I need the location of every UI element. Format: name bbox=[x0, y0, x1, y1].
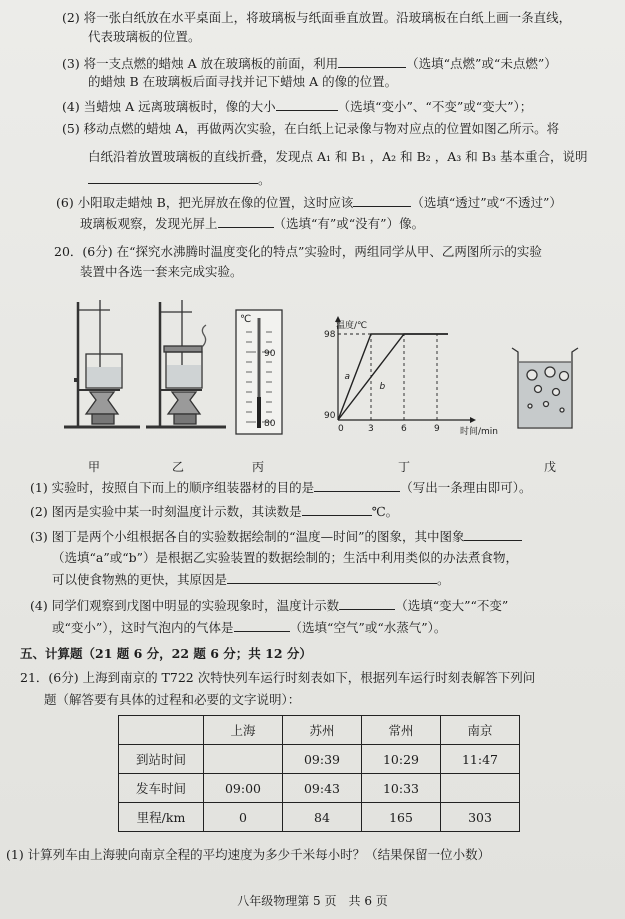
thermometer-bing bbox=[236, 310, 282, 434]
thermo-unit: ℃ bbox=[240, 314, 252, 325]
table-cell bbox=[204, 745, 283, 774]
answer-blank-6b[interactable] bbox=[218, 215, 274, 228]
q19-6-text: (6) 小阳取走蜡烛 B，把光屏放在像的位置，这时应该 bbox=[56, 195, 354, 210]
x-tick-label: 6 bbox=[401, 424, 407, 434]
table-header-cell: 南京 bbox=[441, 716, 520, 745]
q21-stem-2: 题（解答要有具体的过程和必要的文字说明）： bbox=[44, 692, 301, 707]
caption-ding: 丁 bbox=[398, 460, 411, 474]
table-cell: 165 bbox=[362, 803, 441, 832]
q19-6b-text: 玻璃板观察，发现光屏上 bbox=[80, 216, 218, 231]
page-footer: 八年级物理第 5 页 共 6 页 bbox=[237, 894, 388, 908]
q19-line-3 bbox=[62, 55, 557, 72]
x-tick-label: 0 bbox=[338, 424, 344, 434]
apparatus-jia bbox=[64, 300, 140, 427]
timetable bbox=[118, 715, 520, 832]
table-cell: 发车时间 bbox=[119, 774, 204, 803]
q19-line-6b bbox=[80, 215, 424, 232]
table-cell: 84 bbox=[283, 803, 362, 832]
q19-6-option: （选填“透过”或“不透过”） bbox=[411, 195, 562, 210]
q20-2-unit: ℃。 bbox=[371, 504, 399, 519]
q20-stem-2: 装置中各选一套来完成实验。 bbox=[80, 264, 243, 279]
section-5-title: 五、计算题（21 题 6 分，22 题 6 分；共 12 分） bbox=[20, 646, 312, 661]
answer-blank-5[interactable] bbox=[88, 171, 258, 184]
caption-yi: 乙 bbox=[172, 460, 185, 474]
table-cell: 09:00 bbox=[204, 774, 283, 803]
x-axis-label: 时间/min bbox=[460, 427, 499, 437]
q19-3-option: （选填“点燃”或“未点燃”） bbox=[406, 56, 557, 71]
table-cell: 11:47 bbox=[441, 745, 520, 774]
answer-blank-4[interactable] bbox=[276, 98, 338, 111]
q20-figures bbox=[60, 292, 620, 472]
table-header-cell: 苏州 bbox=[283, 716, 362, 745]
q20-3-text: (3) 图丁是两个小组根据各自的实验数据绘制的“温度—时间”的图象，其中图象 bbox=[30, 529, 465, 544]
q20-3c-end: 。 bbox=[437, 572, 450, 587]
table-header-cell bbox=[119, 716, 204, 745]
table-row bbox=[119, 774, 520, 803]
q19-line-5b: 白纸沿着放置玻璃板的直线折叠，发现点 A₁ 和 B₁ ，A₂ 和 B₂ ，A₃ 和 B₃ 基本重合，说明 bbox=[88, 149, 588, 164]
q20-sub-4b bbox=[52, 619, 446, 636]
q19-line-5: (5) 移动点燃的蜡烛 A，再做两次实验，在白纸上记录像与物对应点的位置如图乙所示。将 bbox=[62, 121, 560, 136]
table-cell: 09:39 bbox=[283, 745, 362, 774]
q20-sub-1 bbox=[30, 479, 531, 496]
graph-ding bbox=[324, 316, 498, 437]
q20-1-note: （写出一条理由即可）。 bbox=[400, 480, 532, 495]
q20-4-option: （选填“变大”“不变” bbox=[395, 598, 509, 613]
series-label-a: a bbox=[344, 372, 351, 382]
x-tick-label: 3 bbox=[368, 424, 374, 434]
caption-jia: 甲 bbox=[88, 460, 101, 474]
caption-bing: 丙 bbox=[252, 460, 265, 474]
q20-stem-1: 20．(6分) 在“探究水沸腾时温度变化的特点”实验时，两组同学从甲、乙两图所示的实验 bbox=[54, 244, 542, 259]
q19-5-end: 。 bbox=[258, 172, 271, 187]
q19-line-3b: 的蜡烛 B 在玻璃板后面寻找并记下蜡烛 A 的像的位置。 bbox=[88, 74, 398, 89]
q20-4b-text: 或“变小”），这时气泡内的气体是 bbox=[52, 620, 234, 635]
thermo-tick-90: 90 bbox=[264, 349, 276, 359]
apparatus-yi bbox=[146, 300, 226, 427]
q19-line-2: (2) 将一张白纸放在水平桌面上，将玻璃板与纸面垂直放置。沿玻璃板在白纸上画一条直线， bbox=[62, 10, 572, 25]
table-cell: 09:43 bbox=[283, 774, 362, 803]
table-cell: 到站时间 bbox=[119, 745, 204, 774]
q20-sub-3c bbox=[52, 571, 450, 588]
table-cell: 10:33 bbox=[362, 774, 441, 803]
q20-sub-2 bbox=[30, 503, 398, 520]
q21-sub-1: (1) 计算列车由上海驶向南京全程的平均速度为多少千米每小时？（结果保留一位小数） bbox=[6, 847, 491, 862]
q19-4-option: （选填“变小”、“不变”或“变大”）； bbox=[337, 99, 533, 114]
q19-6b-option: （选填“有”或“没有”）像。 bbox=[273, 216, 425, 231]
beaker-wu bbox=[512, 348, 578, 428]
table-row bbox=[119, 745, 520, 774]
table-row bbox=[119, 803, 520, 832]
answer-blank-20-1[interactable] bbox=[314, 479, 400, 492]
x-axis-arrow bbox=[470, 417, 476, 423]
answer-blank-3[interactable] bbox=[338, 55, 406, 68]
table-header-cell: 上海 bbox=[204, 716, 283, 745]
answer-blank-20-2[interactable] bbox=[302, 503, 372, 516]
q20-4-text: (4) 同学们观察到戊图中明显的实验现象时，温度计示数 bbox=[30, 598, 340, 613]
answer-blank-20-3b[interactable] bbox=[227, 571, 437, 584]
table-header-cell: 常州 bbox=[362, 716, 441, 745]
q21-stem-1: 21．(6分) 上海到南京的 T722 次特快列车运行时刻表如下，根据列车运行时刻表解答下列问 bbox=[20, 670, 536, 685]
q19-3-text: (3) 将一支点燃的蜡烛 A 放在玻璃板的前面，利用 bbox=[62, 56, 339, 71]
thermo-tick-80: 80 bbox=[264, 419, 276, 429]
caption-wu: 戊 bbox=[544, 460, 557, 474]
q19-line-4 bbox=[62, 98, 532, 115]
q20-sub-4 bbox=[30, 597, 508, 614]
table-cell: 0 bbox=[204, 803, 283, 832]
y-tick-label: 90 bbox=[324, 411, 336, 421]
series-label-b: b bbox=[379, 382, 386, 392]
table-cell bbox=[441, 774, 520, 803]
answer-blank-20-3a[interactable] bbox=[464, 528, 522, 541]
q19-line-6 bbox=[56, 194, 562, 211]
answer-blank-6a[interactable] bbox=[353, 194, 411, 207]
q20-2-text: (2) 图丙是实验中某一时刻温度计示数，其读数是 bbox=[30, 504, 302, 519]
q20-sub-3b: （选填“a”或“b”）是根据乙实验装置的数据绘制的；生活中利用类似的办法煮食物， bbox=[52, 550, 519, 565]
table-cell: 303 bbox=[441, 803, 520, 832]
answer-blank-20-4b[interactable] bbox=[234, 619, 290, 632]
q20-3c-text: 可以使食物熟的更快，其原因是 bbox=[52, 572, 228, 587]
table-header-row bbox=[119, 716, 520, 745]
q20-1-text: (1) 实验时，按照自下而上的顺序组装器材的目的是 bbox=[30, 480, 315, 495]
y-axis-label: 温度/℃ bbox=[336, 321, 368, 331]
table-cell: 10:29 bbox=[362, 745, 441, 774]
q19-line-2b: 代表玻璃板的位置。 bbox=[88, 29, 201, 44]
answer-blank-20-4a[interactable] bbox=[339, 597, 395, 610]
q19-4-text: (4) 当蜡烛 A 远离玻璃板时，像的大小 bbox=[62, 99, 276, 114]
table-cell: 里程/km bbox=[119, 803, 204, 832]
x-tick-label: 9 bbox=[434, 424, 440, 434]
q19-line-5c bbox=[88, 171, 271, 188]
q20-sub-3 bbox=[30, 528, 522, 545]
y-tick-label: 98 bbox=[324, 330, 336, 340]
series-line-a bbox=[338, 334, 448, 420]
q20-4b-option: （选填“空气”或“水蒸气”）。 bbox=[289, 620, 447, 635]
